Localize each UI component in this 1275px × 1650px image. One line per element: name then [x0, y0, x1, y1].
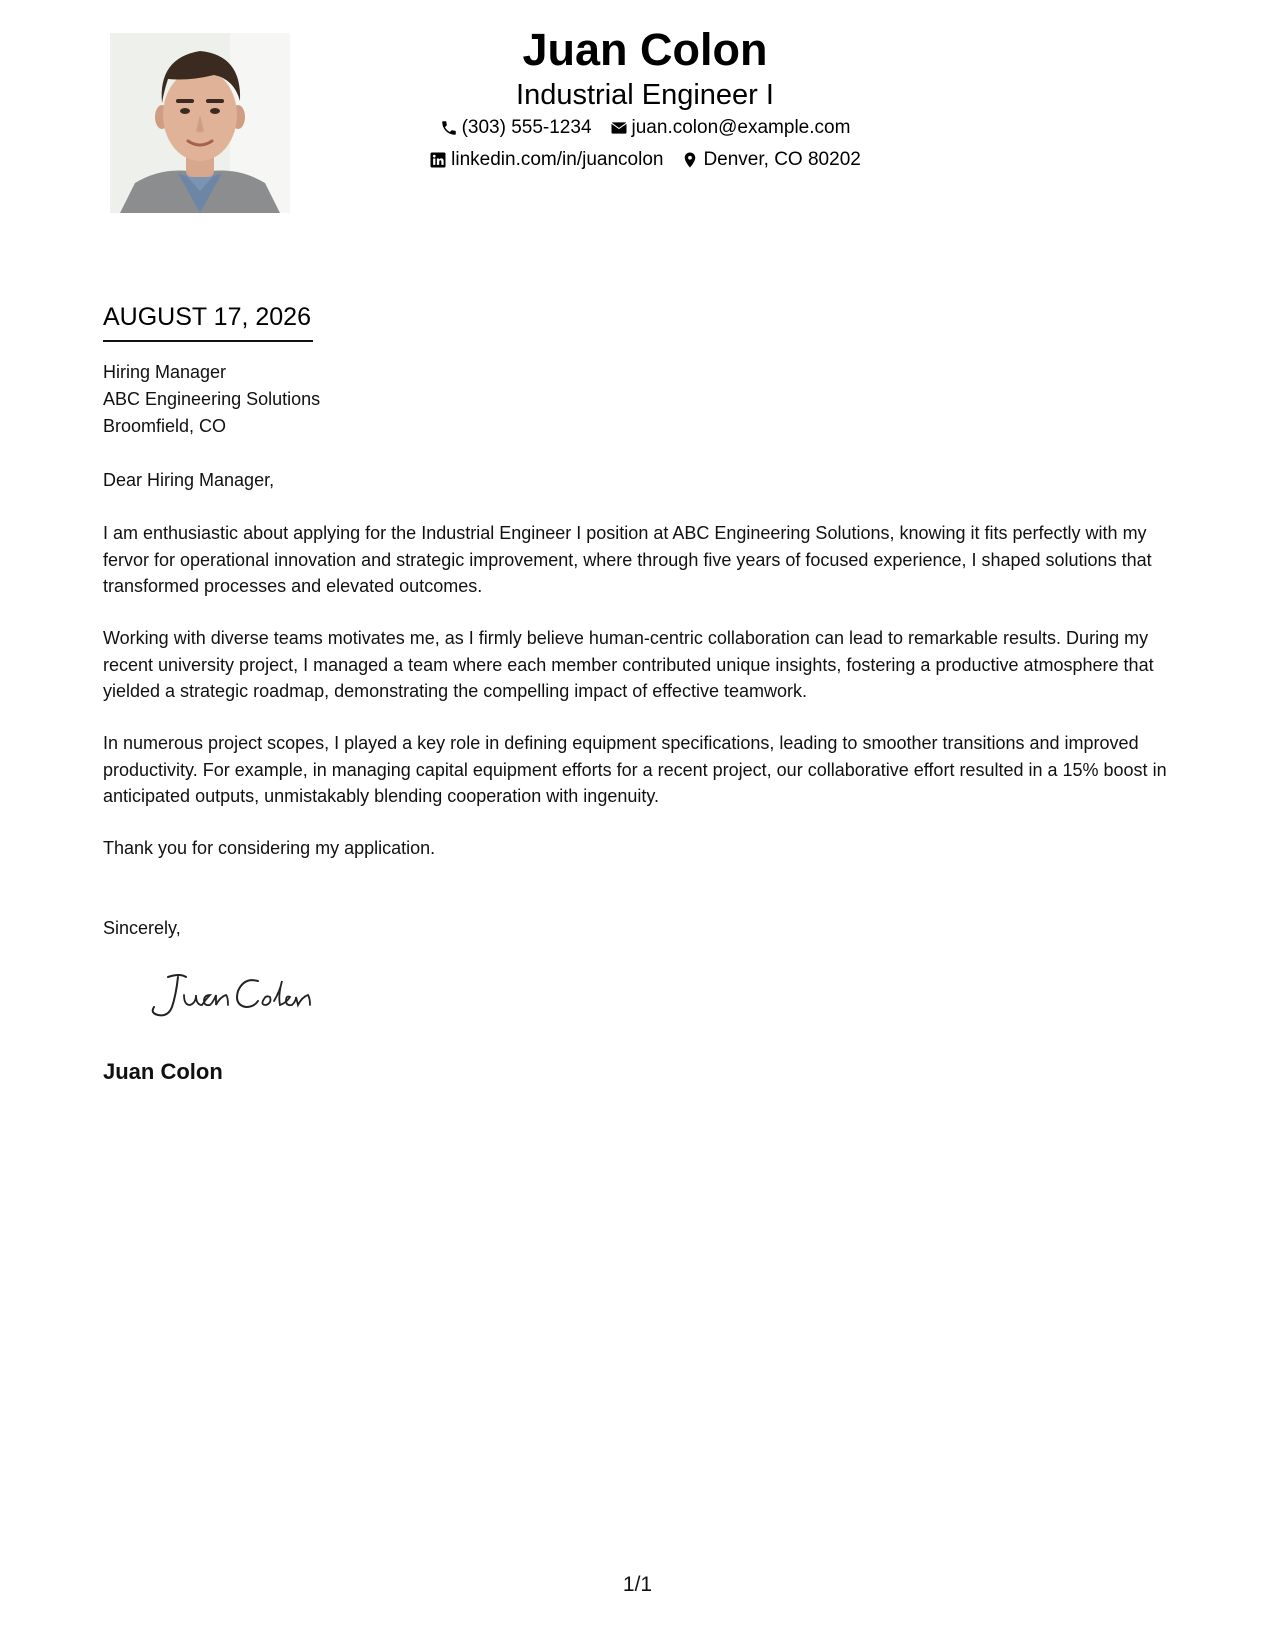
location-contact — [681, 144, 860, 176]
email-address: juan.colon@example.com — [631, 117, 851, 138]
profile-photo — [110, 33, 290, 213]
email-contact — [610, 112, 851, 144]
salutation: Dear Hiring Manager, — [103, 470, 275, 490]
contact-row-1 — [300, 112, 990, 144]
map-pin-icon — [681, 151, 699, 169]
closing-text: Sincerely, — [103, 918, 181, 938]
body-paragraph-4: Thank you for considering my application. — [103, 838, 436, 858]
recipient-location: Broomfield, CO — [103, 416, 227, 436]
body-paragraph-3: In numerous project scopes, I played a key role in defining equipment specifications, leading to smoother transitions and improved productivity. For example, in managing capital equipment efforts for a recent project, our collaborative effort resulted in a 15% boost in anticipated outputs, unmistakably blending cooperation with ingenuity. — [103, 733, 1167, 806]
linkedin-contact — [429, 144, 663, 176]
phone-contact — [440, 112, 592, 144]
applicant-job-title: Industrial Engineer I — [516, 79, 774, 111]
letter-date: AUGUST 17, 2026 — [103, 300, 313, 342]
body-paragraph-1: I am enthusiastic about applying for the Industrial Engineer I position at ABC Engineering Solutions, knowing it fits perfectly with my fervor for operational innovation and strategic improvement, where through five years of focused experience, I shaped solutions that transformed processes and elevated outcomes. — [103, 523, 1152, 596]
linkedin-url: linkedin.com/in/juancolon — [451, 149, 664, 170]
body-paragraph-2: Working with diverse teams motivates me, as I firmly believe human-centric collaboration can lead to remarkable results. During my recent university project, I managed a team where each member contributed unique insights, fostering a productive atmosphere that yielded a strategic roadmap, demonstrating the compelling impact of effective teamwork. — [103, 628, 1154, 701]
recipient-name: Hiring Manager — [103, 362, 227, 382]
contact-row-2 — [300, 144, 990, 176]
recipient-block — [103, 359, 320, 440]
letter-header — [300, 22, 990, 176]
linkedin-icon — [429, 151, 447, 169]
location-text: Denver, CO 80202 — [703, 149, 861, 170]
phone-icon — [440, 119, 458, 137]
applicant-name: Juan Colon — [522, 24, 768, 75]
signer-name: Juan Colon — [103, 1059, 223, 1084]
page-number: 1/1 — [622, 1573, 653, 1596]
recipient-company: ABC Engineering Solutions — [103, 389, 321, 409]
envelope-icon — [610, 119, 628, 137]
phone-number: (303) 555-1234 — [461, 117, 592, 138]
handwritten-signature — [140, 965, 340, 1025]
